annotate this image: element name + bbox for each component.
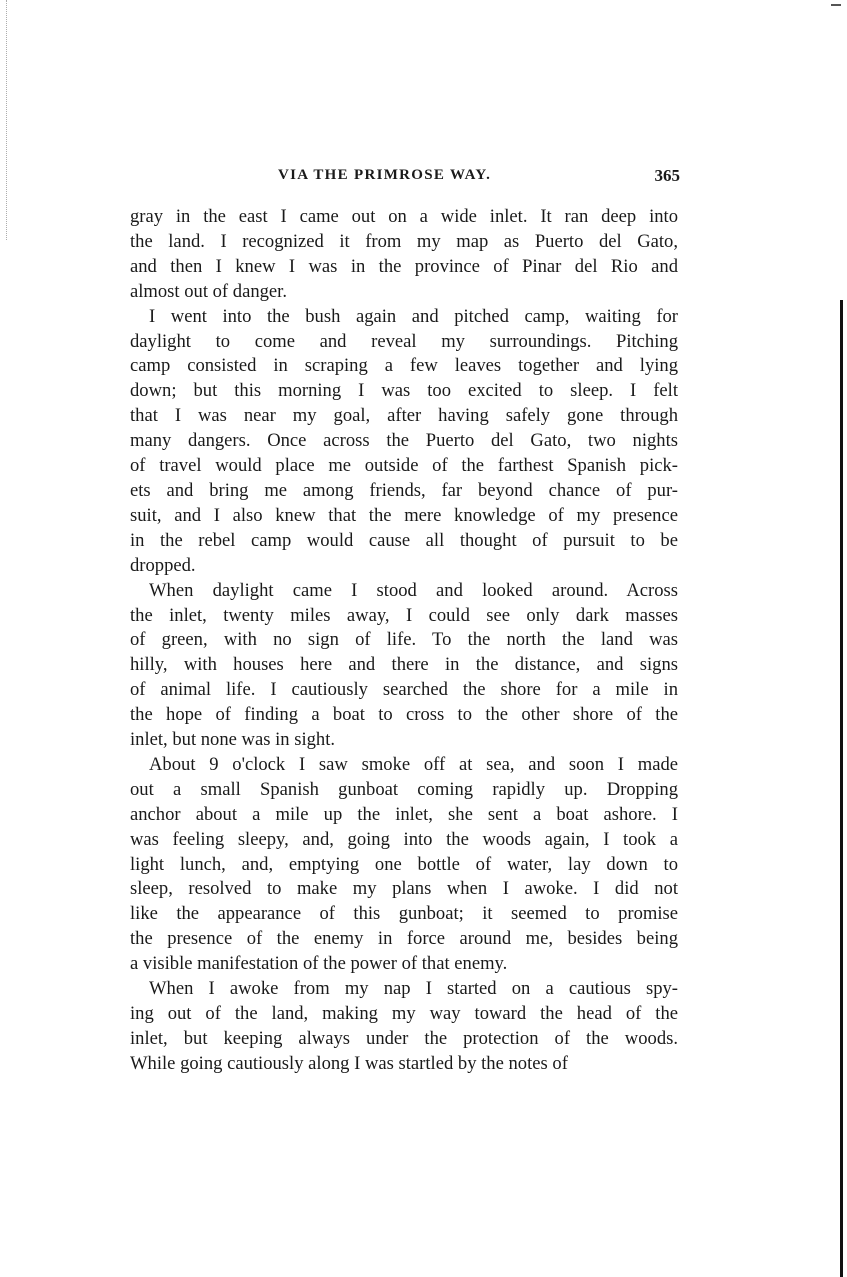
text-line: suit, and I also knew that the mere knowledge of my presence (130, 504, 678, 526)
text-line: I went into the bush again and pitched camp, waiting for (149, 305, 678, 327)
text-line: many dangers. Once across the Puerto del Gato, two nights (130, 430, 678, 452)
text-line: in the rebel camp would cause all thought of pursuit to be (130, 529, 678, 551)
text-line: hilly, with houses here and there in the distance, and signs (130, 654, 678, 676)
text-line: down; but this morning I was too excited to sleep. I felt (130, 380, 678, 402)
page-number: 365 (654, 166, 680, 185)
text-line: anchor about a mile up the inlet, she sent a boat ashore. I (130, 803, 678, 825)
text-line: dropped. (130, 554, 196, 576)
scan-edge-shadow (840, 300, 843, 1277)
text-line: that I was near my goal, after having safely gone through (130, 405, 678, 427)
running-header (130, 164, 680, 188)
text-line: the land. I recognized it from my map as Puerto del Gato, (130, 230, 678, 252)
text-line: of travel would place me outside of the farthest Spanish pick- (130, 455, 678, 477)
text-line: the presence of the enemy in force around me, besides being (130, 928, 678, 950)
text-line: the inlet, twenty miles away, I could see only dark masses (130, 604, 678, 626)
text-line: and then I knew I was in the province of Pinar del Rio and (130, 255, 678, 277)
text-line: While going cautiously along I was startled by the notes of (130, 1052, 568, 1074)
body-text (130, 205, 678, 1077)
running-title: VIA THE PRIMROSE WAY. (278, 167, 492, 183)
text-line: almost out of danger. (130, 280, 287, 302)
text-line: When daylight came I stood and looked around. Across (149, 579, 678, 601)
text-line: inlet, but none was in sight. (130, 729, 336, 751)
binding-edge-artifact (6, 0, 13, 240)
text-line: was feeling sleepy, and, going into the woods again, I took a (130, 828, 678, 850)
paragraph (130, 753, 678, 977)
text-line: out a small Spanish gunboat coming rapidly up. Dropping (130, 778, 678, 800)
text-line: sleep, resolved to make my plans when I awoke. I did not (130, 878, 678, 900)
text-line: inlet, but keeping always under the protection of the woods. (130, 1027, 678, 1049)
text-line: the hope of finding a boat to cross to the other shore of the (130, 704, 678, 726)
text-line: When I awoke from my nap I started on a cautious spy- (149, 978, 678, 1000)
text-line: About 9 o'clock I saw smoke off at sea, and soon I made (149, 753, 678, 775)
paragraph (130, 579, 678, 753)
text-line: daylight to come and reveal my surroundings. Pitching (130, 330, 678, 352)
paragraph (130, 205, 678, 305)
text-line: light lunch, and, emptying one bottle of water, lay down to (130, 853, 678, 875)
text-line: like the appearance of this gunboat; it seemed to promise (130, 903, 678, 925)
text-line: a visible manifestation of the power of that enemy. (130, 953, 508, 975)
text-line: ets and bring me among friends, far beyond chance of pur- (130, 479, 678, 501)
text-line: camp consisted in scraping a few leaves together and lying (130, 355, 678, 377)
text-line: of animal life. I cautiously searched the shore for a mile in (130, 679, 678, 701)
scan-corner-mark (831, 4, 841, 6)
paragraph (130, 977, 678, 1077)
text-line: of green, with no sign of life. To the north the land was (130, 629, 678, 651)
paragraph (130, 305, 678, 579)
text-line: gray in the east I came out on a wide inlet. It ran deep into (130, 206, 678, 227)
text-line: ing out of the land, making my way toward the head of the (130, 1003, 678, 1024)
